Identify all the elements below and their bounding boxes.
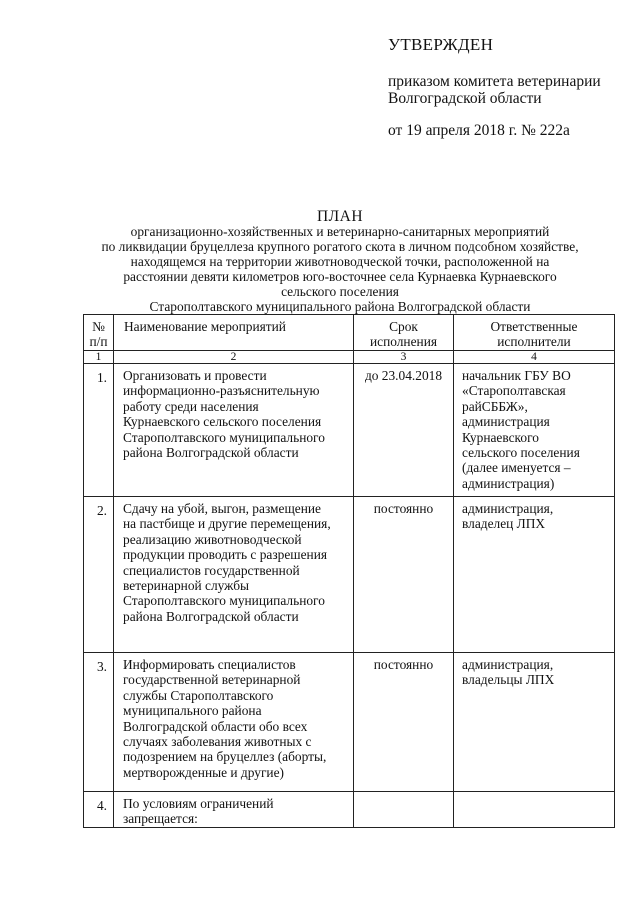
row-measure-line: По условиям ограничений bbox=[123, 796, 274, 811]
row-responsible-line: владелец ЛПХ bbox=[462, 516, 546, 532]
row-measure-line: службы Старополтавского bbox=[123, 687, 274, 703]
header-responsible-line: исполнители bbox=[497, 334, 571, 350]
row-measure-line: продукции проводить с разрешения bbox=[123, 547, 328, 563]
row-measure-line: Информировать специалистов bbox=[123, 657, 296, 672]
row-measure bbox=[114, 497, 354, 653]
approval-order bbox=[388, 73, 628, 107]
table-row bbox=[84, 364, 615, 497]
plan-title: ПЛАН bbox=[316, 208, 364, 225]
header-name: Наименование мероприятий bbox=[114, 315, 354, 351]
row-responsible-line: сельского поселения bbox=[462, 445, 580, 461]
plan-description-line: Старополтавского муниципального района Волгоградской области bbox=[149, 298, 531, 314]
row-measure-line: Курнаевского сельского поселения bbox=[123, 414, 322, 430]
row-term: до 23.04.2018 bbox=[354, 364, 454, 497]
row-measure-line: информационно-разъяснительную bbox=[123, 383, 320, 399]
row-measure bbox=[114, 653, 354, 792]
row-measure-line: работу среди населения bbox=[123, 398, 259, 414]
column-number-row bbox=[84, 351, 615, 364]
row-measure bbox=[114, 364, 354, 497]
column-number: 1 bbox=[84, 351, 114, 364]
table-row bbox=[84, 653, 615, 792]
plan-table bbox=[83, 314, 615, 828]
row-measure-line: на пастбище и другие перемещения, bbox=[123, 516, 331, 532]
approval-date: от 19 апреля 2018 г. № 222а bbox=[388, 122, 570, 139]
row-term: постоянно bbox=[354, 497, 454, 653]
row-measure-line: района Волгоградской области bbox=[123, 608, 299, 624]
row-term: постоянно bbox=[354, 653, 454, 792]
row-term bbox=[354, 792, 454, 828]
header-term bbox=[354, 315, 454, 351]
row-number: 4. bbox=[84, 792, 114, 828]
table-row bbox=[84, 792, 615, 828]
row-measure-line: района Волгоградской области bbox=[123, 445, 299, 461]
row-responsible-line: администрация bbox=[462, 414, 550, 430]
row-responsible-line: администрация, bbox=[462, 657, 554, 672]
plan-description bbox=[60, 225, 620, 314]
row-measure-line: государственной ветеринарной bbox=[123, 672, 301, 688]
row-measure-line: подозрением на бруцеллез (аборты, bbox=[123, 749, 327, 765]
row-measure-line: Волгоградской области обо всех bbox=[123, 718, 308, 734]
header-responsible-line: Ответственные bbox=[490, 319, 578, 334]
header-term-line: Срок bbox=[389, 319, 418, 334]
plan-description-line: организационно-хозяйственных и ветеринарно-санитарных мероприятий bbox=[130, 224, 550, 239]
plan-description-line: по ликвидации бруцеллеза крупного рогатого скота в личном подсобном хозяйстве, bbox=[101, 238, 579, 254]
row-responsible-line: администрация, bbox=[462, 501, 554, 516]
row-measure-line: Организовать и провести bbox=[123, 368, 267, 383]
row-responsible-line: владельцы ЛПХ bbox=[462, 672, 555, 688]
header-number-line: п/п bbox=[89, 334, 108, 350]
column-number: 2 bbox=[114, 351, 354, 364]
row-responsible-line: (далее именуется – bbox=[462, 460, 571, 476]
plan-description-line: находящемся на территории животноводческой точки, расположенной на bbox=[130, 253, 550, 269]
row-number: 2. bbox=[84, 497, 114, 653]
approval-order-line: приказом комитета ветеринарии bbox=[388, 73, 601, 90]
row-measure-line: специалистов государственной bbox=[123, 562, 300, 578]
row-measure-line: реализацию животноводческой bbox=[123, 531, 302, 547]
approval-stamp bbox=[388, 36, 628, 139]
row-responsible-line: Курнаевского bbox=[462, 429, 539, 445]
row-responsible bbox=[454, 497, 615, 653]
row-number: 3. bbox=[84, 653, 114, 792]
row-measure-line: Старополтавского муниципального bbox=[123, 429, 325, 445]
row-responsible bbox=[454, 653, 615, 792]
row-measure-line: муниципального района bbox=[123, 703, 262, 719]
approved-heading: УТВЕРЖДЕН bbox=[388, 35, 494, 54]
row-responsible-line: начальник ГБУ ВО bbox=[462, 368, 571, 383]
row-measure-line: Старополтавского муниципального bbox=[123, 593, 325, 609]
row-measure-line: случаях заболевания животных с bbox=[123, 734, 312, 750]
row-responsible-line: «Старополтавская bbox=[462, 383, 566, 399]
header-number bbox=[84, 315, 114, 351]
row-responsible bbox=[454, 792, 615, 828]
row-responsible bbox=[454, 364, 615, 497]
header-term-line: исполнения bbox=[369, 334, 438, 350]
plan-description-line: расстоянии девяти километров юго-восточнее села Курнаевка Курнаевского bbox=[123, 268, 557, 284]
row-measure-line: мертворожденные и другие) bbox=[123, 764, 285, 780]
table-header-row bbox=[84, 315, 615, 351]
row-number: 1. bbox=[84, 364, 114, 497]
header-number-line: № bbox=[92, 319, 105, 334]
column-number: 3 bbox=[354, 351, 454, 364]
approval-order-line: Волгоградской области bbox=[388, 90, 542, 107]
row-measure-line: запрещается: bbox=[123, 811, 198, 827]
row-measure bbox=[114, 792, 354, 828]
row-responsible-line: администрация) bbox=[462, 475, 555, 491]
table-row bbox=[84, 497, 615, 653]
row-responsible-line: райСББЖ», bbox=[462, 398, 528, 414]
column-number: 4 bbox=[454, 351, 615, 364]
plan-description-line: сельского поселения bbox=[281, 283, 399, 299]
header-responsible bbox=[454, 315, 615, 351]
row-measure-line: ветеринарной службы bbox=[123, 578, 250, 594]
row-measure-line: Сдачу на убой, выгон, размещение bbox=[123, 501, 321, 516]
